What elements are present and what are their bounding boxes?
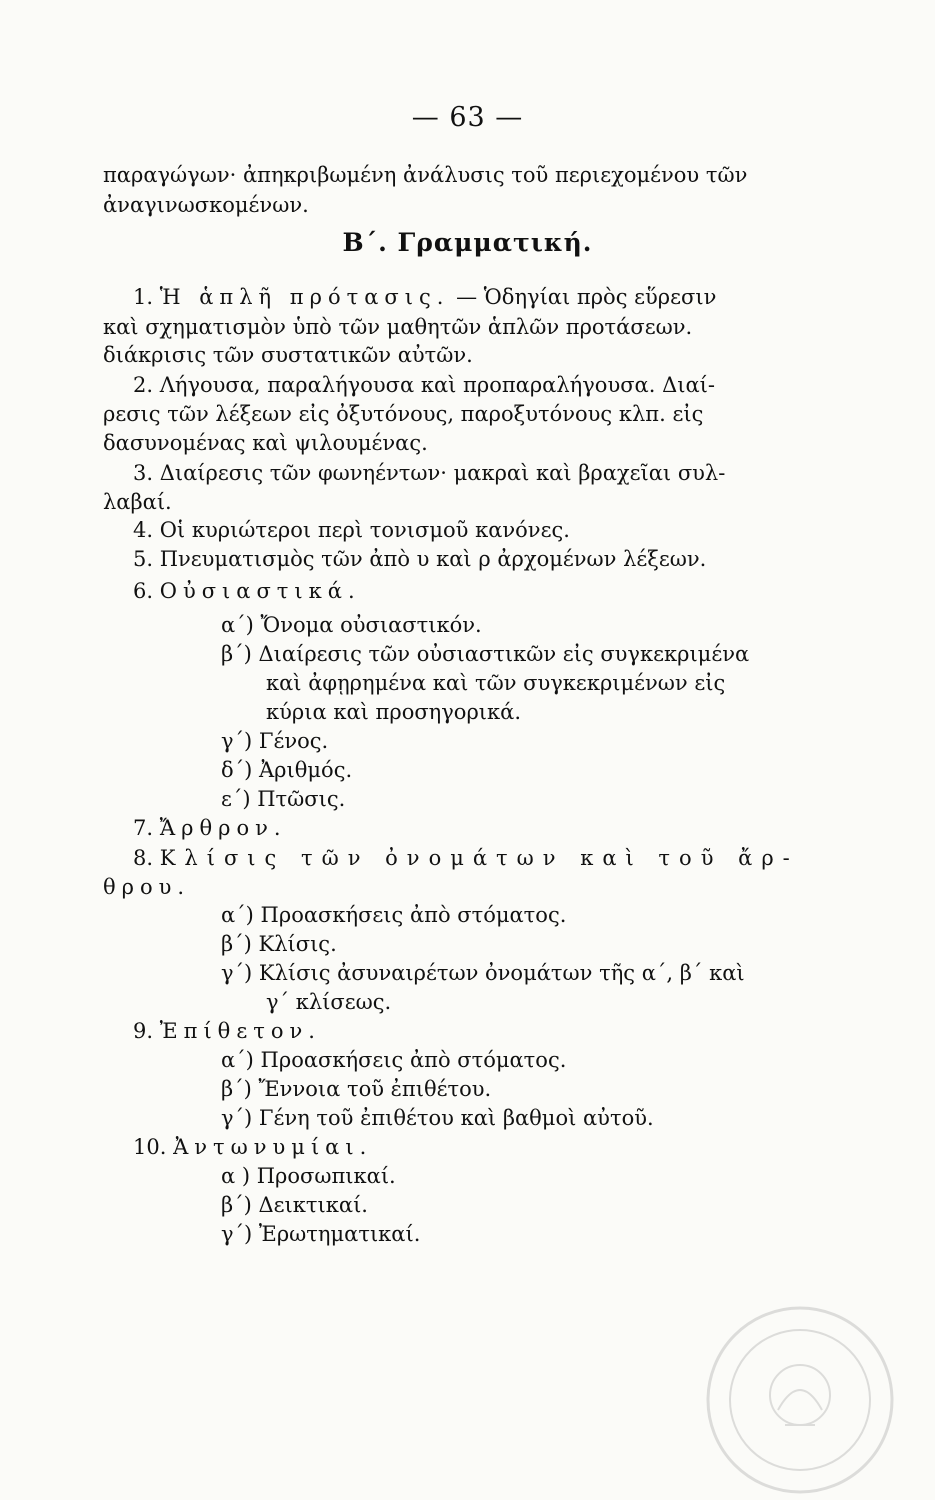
item-6-b-line-1: β΄) Διαίρεσις τῶν οὐσιαστικῶν εἰς συγκεκριμένα — [221, 642, 750, 666]
item-6-b-line-2: καὶ ἀφῃρημένα καὶ τῶν συγκεκριμένων εἰς — [266, 671, 726, 695]
item-8-c-line-2: γ΄ κλίσεως. — [266, 990, 392, 1014]
item-7-line — [133, 813, 287, 843]
item-6-c: γ΄) Γένος. — [221, 729, 329, 753]
item-10-line — [133, 1132, 372, 1162]
item-1-line-3: διάκρισις τῶν συστατικῶν αὐτῶν. — [103, 343, 473, 367]
item-2-line-1: 2. Λήγουσα, παραλήγουσα καὶ προπαραλήγουσα. Διαί- — [133, 373, 715, 397]
item-9-line — [133, 1016, 321, 1046]
intro-line-1: παραγώγων· ἀπηκριβωμένη ἀνάλυσις τοῦ περιεχομένου τῶν — [103, 163, 748, 187]
section-heading: Β΄. Γραμματική. — [342, 228, 593, 257]
item-9-b: β΄) Ἔννοια τοῦ ἐπιθέτου. — [221, 1077, 492, 1101]
item-9-title: Ἐπίθετον. — [159, 1019, 321, 1043]
item-10-number: 10. — [133, 1135, 167, 1159]
item-7-number: 7. — [133, 816, 154, 840]
item-2-line-3: δασυνομένας καὶ ψιλουμένας. — [103, 431, 428, 455]
item-6-e: ε΄) Πτῶσις. — [221, 787, 346, 811]
item-5: 5. Πνευματισμὸς τῶν ἀπὸ υ καὶ ρ ἀρχομένων λέξεων. — [133, 547, 707, 571]
item-3-line-1: 3. Διαίρεσις τῶν φωνηέντων· μακραὶ καὶ βραχεῖαι συλ- — [133, 461, 726, 485]
item-1-line-1 — [133, 282, 716, 312]
item-10-c: γ΄) Ἐρωτηματικαί. — [221, 1222, 421, 1246]
page-number: — 63 — — [411, 102, 524, 133]
item-4: 4. Οἱ κυριώτεροι περὶ τονισμοῦ κανόνες. — [133, 518, 570, 542]
item-6-a: α΄) Ὄνομα οὐσιαστικόν. — [221, 613, 482, 637]
library-stamp-icon — [700, 1300, 900, 1500]
item-8-title: Κλίσις τῶν ὀνομάτων καὶ τοῦ ἄρ- — [159, 846, 799, 870]
item-10-title: Ἀντωνυμίαι. — [173, 1135, 373, 1159]
item-8-number: 8. — [133, 846, 154, 870]
item-6-title: Οὐσιαστικά. — [159, 579, 361, 603]
item-8-c-line-1: γ΄) Κλίσις ἀσυναιρέτων ὀνομάτων τῆς α΄, β΄ καὶ — [221, 961, 745, 985]
item-6-d: δ΄) Ἀριθμός. — [221, 758, 353, 782]
item-2-line-2: ρεσις τῶν λέξεων εἰς ὀξυτόνους, παροξυτόνους κλπ. εἰς — [103, 402, 704, 426]
item-7-title: Ἄρθρον. — [159, 816, 287, 840]
item-10-b: β΄) Δεικτικαί. — [221, 1193, 368, 1217]
item-9-c: γ΄) Γένη τοῦ ἐπιθέτου καὶ βαθμοὶ αὐτοῦ. — [221, 1106, 654, 1130]
item-6-b-line-3: κύρια καὶ προσηγορικά. — [266, 700, 522, 724]
item-1-title: Ἡ ἁπλῆ πρότασις. — [159, 285, 450, 309]
intro-line-2: ἀναγινωσκομένων. — [103, 193, 309, 217]
item-6-line — [133, 576, 361, 606]
item-1-line-2: καὶ σχηματισμὸν ὑπὸ τῶν μαθητῶν ἁπλῶν προτάσεων. — [103, 315, 693, 339]
item-8-line-2: θρου. — [103, 875, 191, 899]
item-10-a: α ) Προσωπικαί. — [221, 1164, 396, 1188]
item-3-line-2: λαβαί. — [103, 490, 172, 514]
item-8-b: β΄) Κλίσις. — [221, 932, 337, 956]
item-8-line-1 — [133, 843, 799, 873]
item-9-number: 9. — [133, 1019, 154, 1043]
item-9-a: α΄) Προασκήσεις ἀπὸ στόματος. — [221, 1048, 567, 1072]
item-6-number: 6. — [133, 579, 154, 603]
item-1-text: — Ὁδηγίαι πρὸς εὕρεσιν — [456, 285, 717, 309]
item-1-number: 1. — [133, 285, 154, 309]
item-8-a: α΄) Προασκήσεις ἀπὸ στόματος. — [221, 903, 567, 927]
